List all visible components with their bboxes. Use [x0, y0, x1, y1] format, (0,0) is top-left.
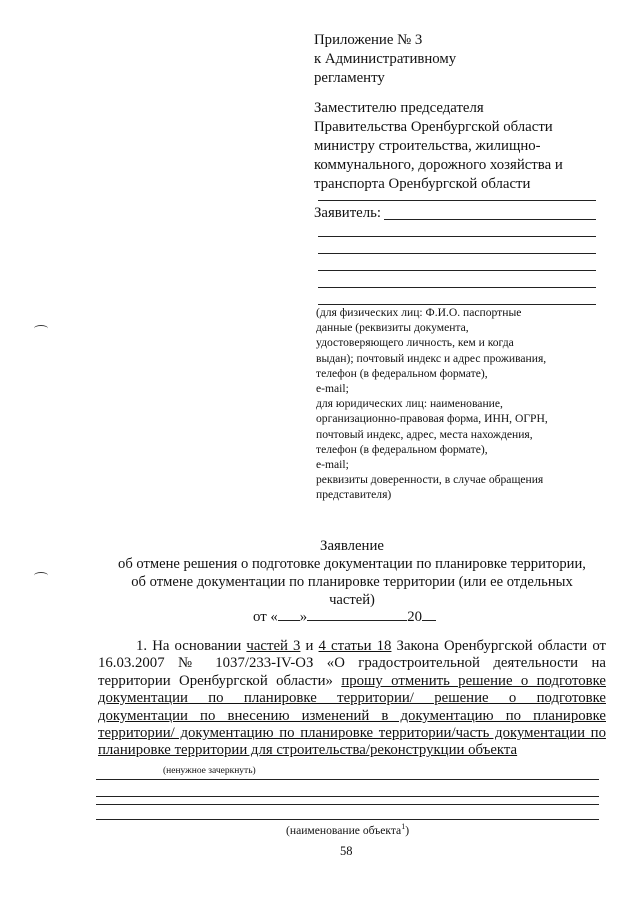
addressee-line: транспорта Оренбургской области: [314, 176, 531, 192]
date-day-field[interactable]: [278, 608, 300, 621]
date-month-field[interactable]: [307, 608, 407, 621]
hint-line: (для физических лиц: Ф.И.О. паспортные: [316, 306, 522, 319]
addressee-line: министру строительства, жилищно-: [314, 138, 541, 154]
hint-line: реквизиты доверенности, в случае обращения: [316, 473, 544, 487]
date-line: [253, 608, 436, 627]
blank-line: [318, 236, 596, 237]
addressee-block: [314, 99, 604, 194]
page-number: 58: [340, 844, 353, 858]
paragraph-line: [98, 673, 606, 690]
addressee-line: Заместителю председателя: [314, 100, 484, 116]
blank-line: [318, 253, 596, 254]
paragraph-line: 16.03.2007 № 1037/233-IV-ОЗ «О градостроительной деятельности на: [98, 655, 606, 672]
addressee-line: коммунального, дорожного хозяйства и: [314, 157, 563, 173]
text-run: территории Оренбургской области»: [98, 672, 342, 689]
object-field-line[interactable]: [96, 796, 599, 797]
object-hint: [286, 819, 409, 838]
appendix-header: [314, 31, 604, 88]
object-field-line[interactable]: [96, 779, 599, 780]
statement-subtitle: [90, 555, 614, 609]
subtitle-line: частей): [329, 592, 375, 608]
object-hint-close: ): [405, 823, 410, 837]
hint-line: e-mail;: [316, 382, 349, 396]
subtitle-line: об отмене документации по планировке территории (или ее отдельных: [131, 574, 573, 590]
addressee-line: Правительства Оренбургской области: [314, 119, 553, 135]
paragraph-line: планировке территории для строительства/реконструкции объекта: [98, 742, 518, 759]
blank-line: [318, 287, 596, 288]
object-field-line[interactable]: [96, 804, 599, 805]
object-hint-text: (наименование объекта: [286, 823, 402, 837]
hint-line: выдан); почтовый индекс и адрес проживания,: [316, 351, 547, 365]
text-run: и: [300, 638, 319, 654]
blank-line: [318, 200, 596, 201]
date-year-field[interactable]: [422, 608, 436, 621]
date-year: 20: [407, 609, 422, 625]
date-close-quote: »: [299, 609, 308, 625]
footnote-ref: 1: [401, 822, 406, 831]
underlined-run: прошу отменить решение о подготовке: [341, 672, 606, 689]
date-prefix: от «: [253, 609, 278, 625]
subtitle-line: об отмене решения о подготовке документации по планировке территории,: [118, 556, 586, 572]
hint-line: данные (реквизиты документа,: [316, 321, 469, 335]
statement-title: Заявление: [320, 538, 384, 554]
hint-line: почтовый индекс, адрес, места нахождения,: [316, 427, 533, 441]
strike-hint: (ненужное зачеркнуть): [163, 766, 256, 776]
applicant-hint: [316, 305, 606, 503]
hint-line: представителя): [316, 488, 392, 502]
hint-line: телефон (в федеральном формате),: [316, 442, 488, 456]
applicant-field-line[interactable]: [384, 219, 596, 220]
margin-mark: [34, 325, 48, 332]
text-run: 1. На основании: [136, 638, 247, 654]
law-link[interactable]: 4 статьи 18: [318, 638, 392, 654]
law-link[interactable]: частей 3: [246, 638, 301, 654]
paragraph-line: территории/ документацию по планировке территории/часть документации по: [98, 725, 606, 742]
blank-line: [318, 270, 596, 271]
appendix-line: к Административному: [314, 51, 457, 67]
text-run: Закона Оренбургской области от: [391, 638, 606, 654]
paragraph-line: документации по внесению изменений в документацию по планировке: [98, 707, 606, 724]
request-paragraph: [98, 638, 606, 760]
hint-line: организационно-правовая форма, ИНН, ОГРН,: [316, 412, 548, 426]
paragraph-line: документации по планировке территории/ решение о подготовке: [98, 690, 606, 707]
margin-mark: [34, 572, 48, 579]
hint-line: телефон (в федеральном формате),: [316, 366, 488, 380]
applicant-label: Заявитель:: [314, 205, 381, 221]
appendix-line: регламенту: [314, 70, 385, 86]
appendix-line: Приложение № 3: [314, 32, 423, 48]
hint-line: удостоверяющего личность, кем и когда: [316, 336, 514, 350]
hint-line: для юридических лиц: наименование,: [316, 397, 503, 411]
hint-line: e-mail;: [316, 458, 349, 472]
paragraph-line: [98, 638, 606, 655]
